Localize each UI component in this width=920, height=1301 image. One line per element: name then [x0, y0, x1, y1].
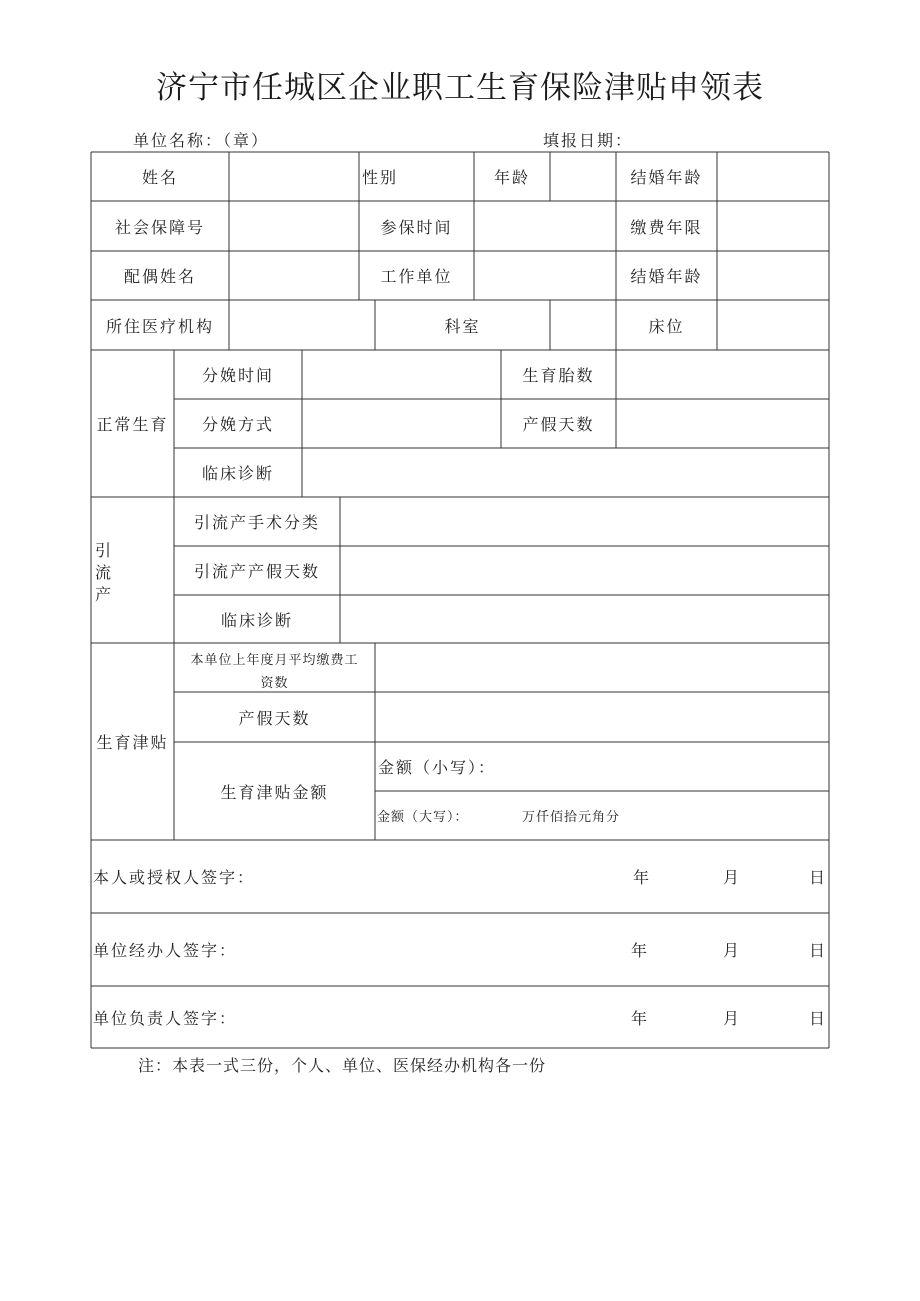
avg-wage-label-line1: 本单位上年度月平均缴费工 — [190, 652, 359, 668]
form-title: 济宁市任城区企业职工生育保险津贴申领表 — [156, 70, 764, 106]
amount-small-field[interactable]: 金额（小写）： — [378, 758, 497, 777]
applicant-month: 月 — [722, 868, 741, 887]
footnote: 注：本表一式三份，个人、单位、医保经办机构各一份 — [138, 1056, 547, 1075]
leave-days-field[interactable] — [616, 399, 829, 448]
leader-month: 月 — [722, 1008, 741, 1028]
fetus-count-field[interactable] — [616, 350, 829, 399]
hospital-label: 所住医疗机构 — [105, 316, 214, 336]
surgery-type-field[interactable] — [340, 497, 829, 546]
leader-day: 日 — [808, 1008, 827, 1028]
marriage-age-field-2[interactable] — [717, 251, 829, 300]
applicant-year: 年 — [632, 868, 651, 887]
department-field[interactable] — [550, 300, 616, 350]
handler-signature-label: 单位经办人签字： — [93, 941, 238, 960]
allowance-group-label: 生育津贴 — [96, 733, 169, 752]
leader-signature-label: 单位负责人签字： — [93, 1008, 238, 1028]
payment-years-label: 缴费年限 — [630, 217, 703, 237]
leave-days-label: 产假天数 — [522, 415, 595, 434]
gender-label: 性别 — [362, 168, 399, 187]
spouse-name-field[interactable] — [229, 251, 359, 300]
marriage-age-field[interactable] — [717, 152, 829, 201]
social-security-field[interactable] — [229, 201, 359, 251]
abortion-group-label — [95, 540, 115, 606]
work-unit-label: 工作单位 — [380, 267, 453, 286]
marriage-age-label-2: 结婚年龄 — [630, 267, 703, 286]
applicant-signature-label: 本人或授权人签字： — [93, 868, 256, 887]
avg-wage-field[interactable] — [375, 643, 829, 692]
unit-name-label: 单位名称：（章） — [133, 131, 270, 150]
abortion-diagnosis-field[interactable] — [340, 595, 829, 643]
insured-time-label: 参保时间 — [380, 217, 453, 237]
work-unit-field[interactable] — [474, 251, 616, 300]
applicant-day: 日 — [808, 868, 827, 887]
payment-years-field[interactable] — [717, 201, 829, 251]
amount-units-text: 万仟佰拾元角分 — [522, 810, 621, 825]
bed-label: 床位 — [648, 316, 685, 336]
handler-day: 日 — [808, 941, 827, 960]
fetus-count-label: 生育胎数 — [522, 366, 595, 385]
delivery-method-label: 分娩方式 — [201, 415, 274, 434]
allowance-leave-days-label: 产假天数 — [238, 708, 311, 728]
name-field[interactable] — [229, 152, 359, 201]
hospital-field[interactable] — [229, 300, 375, 350]
allowance-leave-days-field[interactable] — [375, 692, 829, 742]
delivery-time-field[interactable] — [302, 350, 501, 399]
abortion-leave-days-field[interactable] — [340, 546, 829, 595]
insured-time-field[interactable] — [474, 201, 616, 251]
bed-field[interactable] — [717, 300, 829, 350]
department-label: 科室 — [444, 316, 481, 336]
surgery-type-label: 引流产手术分类 — [193, 513, 320, 532]
name-label: 姓名 — [141, 168, 178, 187]
abortion-char-1: 引 — [95, 541, 112, 560]
age-label: 年龄 — [493, 168, 530, 187]
amount-large-label: 金额（大写）： — [377, 810, 469, 825]
fill-date-label: 填报日期： — [543, 131, 634, 150]
normal-birth-group-label: 正常生育 — [96, 415, 169, 434]
allowance-amount-label: 生育津贴金额 — [220, 782, 329, 802]
spouse-name-label: 配偶姓名 — [123, 267, 196, 286]
social-security-label: 社会保障号 — [114, 217, 205, 237]
leader-year: 年 — [630, 1008, 649, 1028]
abortion-char-2: 流 — [95, 563, 112, 582]
age-field[interactable] — [550, 152, 616, 201]
normal-diagnosis-field[interactable] — [302, 448, 829, 497]
handler-month: 月 — [722, 941, 741, 960]
abortion-diagnosis-label: 临床诊断 — [220, 610, 293, 630]
handler-year: 年 — [630, 941, 649, 960]
normal-diagnosis-label: 临床诊断 — [201, 464, 274, 483]
marriage-age-label: 结婚年龄 — [630, 168, 703, 187]
abortion-leave-days-label: 引流产产假天数 — [193, 562, 320, 581]
delivery-time-label: 分娩时间 — [201, 366, 274, 385]
abortion-char-3: 产 — [95, 585, 112, 604]
avg-wage-label-line2: 资数 — [260, 675, 289, 691]
delivery-method-field[interactable] — [302, 399, 501, 448]
